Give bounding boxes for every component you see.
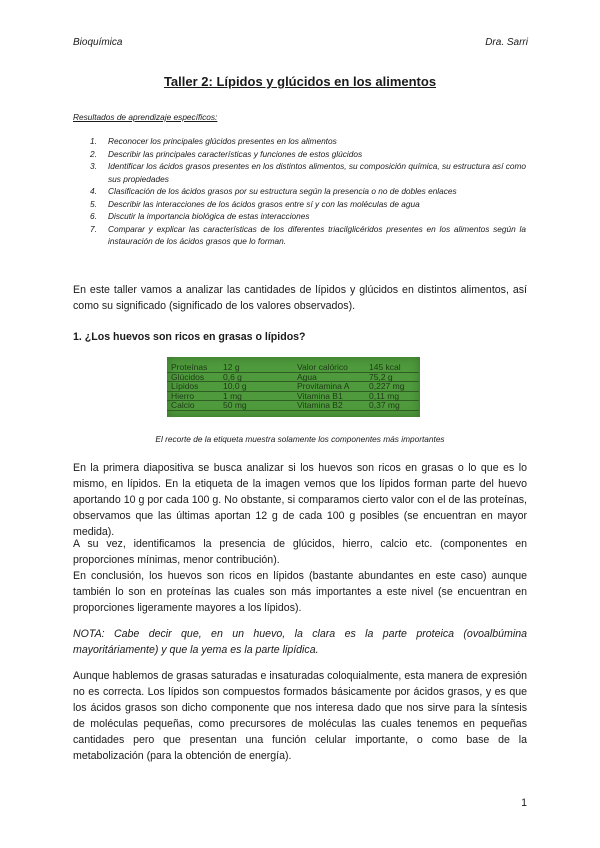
list-item-text: Comparar y explicar las características de los diferentes triacilglicéridos presentes en los alimentos según la instauración de los ácidos grasos que lo forman. <box>108 223 526 246</box>
page-number: 1 <box>521 797 527 809</box>
table-cell: 12 g <box>223 362 240 372</box>
note-paragraph: NOTA: Cabe decir que, en un huevo, la clara es la parte proteica (ovoalbúmina mayoritáriamente) y que la yema es la parte lipídica. <box>73 628 527 656</box>
body-paragraph: Aunque hablemos de grasas saturadas e insaturadas coloquialmente, esta manera de expresión no es correcta. Los lípidos son compuestos formados básicamente por ácidos grasos, y es que los ácidos grasos son dicho componente que nos interesa dado que nos sirve para la síntesis de moléculas pequeñas, como precursores de moléculas las cuales tenemos en pequeñas cantidades pero que presentan una función celular importante, o como base de la metabolización (para la obtención de energía). <box>73 670 527 762</box>
section-heading: 1. ¿Los huevos son ricos en grasas o lípidos? <box>73 331 306 343</box>
list-item <box>90 148 526 161</box>
list-item-text: Clasificación de los ácidos grasos por su estructura según la presencia o no de dobles enlaces <box>108 186 457 196</box>
table-row <box>167 363 419 372</box>
body-paragraph: En la primera diapositiva se busca analizar si los huevos son ricos en grasas o lo que es lo mismo, en lípidos. En la etiqueta de la imagen vemos que los lípidos forman parte del huevo aportando 10 g por cada 100 g. No obstante, si comparamos cierto valor con el de las proteínas, observamos que las últimas aportan 12 g de cada 100 g posibles (se encuentran en mayor medida). <box>73 462 527 538</box>
list-item-number: 3. <box>90 161 97 171</box>
list-item-number: 5. <box>90 198 97 209</box>
image-caption: El recorte de la etiqueta muestra solamente los componentes más importantes <box>155 434 445 444</box>
table-row <box>167 401 419 411</box>
table-cell: Agua <box>297 371 317 382</box>
table-cell: Glúcidos <box>171 371 205 382</box>
page-title: Taller 2: Lípidos y glúcidos en los alimentos <box>163 74 437 89</box>
list-item-number: 1. <box>90 136 97 146</box>
table-cell: Vitamina B1 <box>297 390 343 401</box>
nutrition-label-image <box>167 357 420 417</box>
nutrition-table <box>167 363 419 411</box>
table-cell: Hierro <box>171 390 195 401</box>
list-item <box>90 198 526 211</box>
header-subject: Bioquímica <box>73 37 123 48</box>
list-item-text: Describir las principales características y funciones de estos glúcidos <box>108 148 363 159</box>
body-paragraph: En conclusión, los huevos son ricos en lípidos (bastante abundantes en este caso) aunque también lo son en proteínas las cuales son más importantes a este nivel (se encuentran en proporciones ligeramente mayores a los lípidos). <box>73 570 527 614</box>
table-cell: 145 kcal <box>369 362 401 372</box>
header-author: Dra. Sarri <box>485 37 528 48</box>
body-paragraph: A su vez, identificamos la presencia de glúcidos, hierro, calcio etc. (componentes en proporciones mínimas, menor contribución). <box>73 538 527 566</box>
list-item-number: 2. <box>90 148 97 159</box>
table-cell: Calcio <box>171 400 195 411</box>
objectives-heading: Resultados de aprendizaje específicos: <box>73 112 218 122</box>
table-cell: 10,0 g <box>223 381 247 392</box>
list-item <box>90 185 526 198</box>
list-item-text: Identificar los ácidos grasos presentes en los distintos alimentos, su composición química, su estructura así como sus propiedades <box>108 161 526 184</box>
table-cell: Proteínas <box>171 362 208 372</box>
list-item-number: 4. <box>90 186 97 196</box>
table-cell: 0,11 mg <box>369 390 400 401</box>
table-cell: 0,37 mg <box>369 400 400 411</box>
list-item <box>90 135 526 148</box>
list-item <box>90 210 526 223</box>
objectives-list <box>90 135 526 248</box>
list-item-text: Describir las interacciones de los ácidos grasos entre sí y con las moléculas de agua <box>108 198 420 209</box>
table-cell: 75,2 g <box>369 371 393 382</box>
table-cell: 0,227 mg <box>369 381 405 392</box>
table-cell: 1 mg <box>223 390 242 401</box>
table-cell: 0,6 g <box>223 371 242 382</box>
table-cell: Provitamina A <box>297 381 350 392</box>
list-item-number: 6. <box>90 211 97 221</box>
list-item <box>90 160 526 185</box>
intro-paragraph: En este taller vamos a analizar las cantidades de lípidos y glúcidos en distintos alimentos, así como su significado (significado de los valores observados). <box>73 284 527 312</box>
table-row <box>167 382 419 392</box>
table-cell: Valor calórico <box>297 362 348 372</box>
table-cell: Vitamina B2 <box>297 400 343 411</box>
list-item <box>90 223 526 248</box>
table-cell: 50 mg <box>223 400 247 411</box>
list-item-text: Reconocer los principales glúcidos presentes en los alimentos <box>108 136 337 146</box>
table-cell: Lípidos <box>171 381 199 392</box>
list-item-text: Discutir la importancia biológica de estas interacciones <box>108 211 310 221</box>
list-item-number: 7. <box>90 223 97 234</box>
